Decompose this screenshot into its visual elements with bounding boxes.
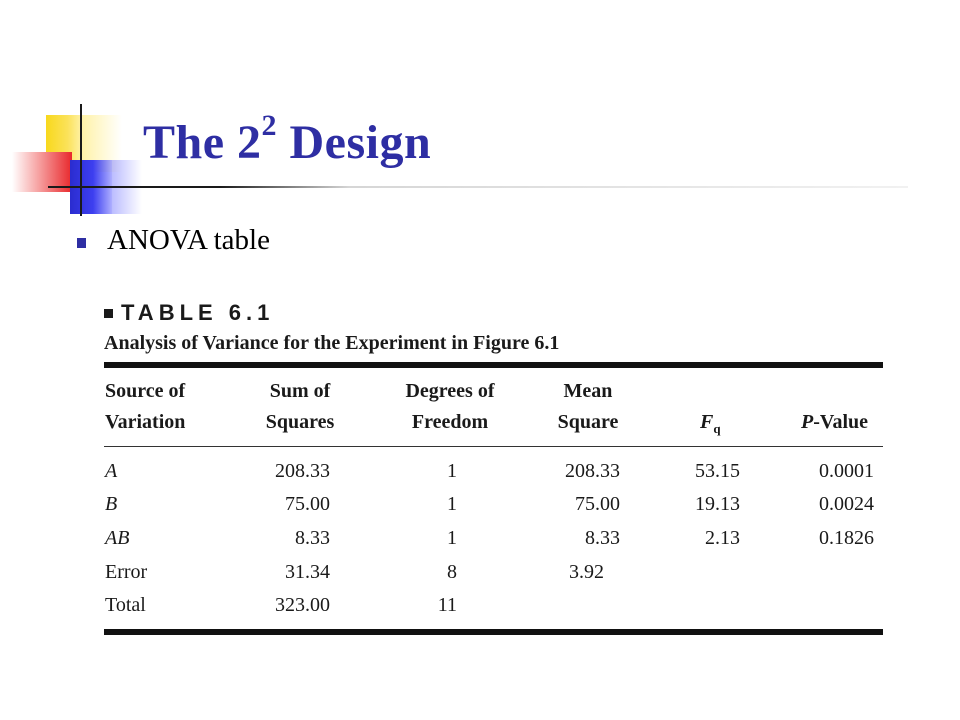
header-ms-line2: Square [557, 411, 619, 433]
cell-ms: 75.00 [575, 493, 620, 515]
slide-title [143, 109, 432, 170]
table-label-text: TABLE 6.1 [121, 300, 275, 325]
table-label [104, 300, 274, 326]
cell-ms: 208.33 [565, 460, 620, 482]
title-underline [48, 186, 908, 188]
table-caption: Analysis of Variance for the Experiment in Figure 6.1 [104, 332, 560, 354]
table-top-rule [104, 362, 883, 368]
cell-df: 1 [447, 460, 457, 482]
header-df-line2: Freedom [411, 411, 489, 433]
cell-f: 53.15 [695, 460, 740, 482]
header-ss [250, 376, 350, 438]
cell-df: 1 [447, 493, 457, 515]
header-ss-line1: Sum of [269, 380, 331, 402]
table-header-rule [104, 446, 883, 447]
header-source-line2: Variation [105, 411, 186, 433]
bullet-square-icon [77, 238, 86, 248]
header-p [801, 407, 868, 438]
cell-source: Error [105, 561, 148, 583]
cell-source: B [105, 493, 118, 515]
header-f-letter: F [700, 411, 714, 433]
header-ss-line2: Squares [265, 411, 335, 433]
header-df-line1: Degrees of [405, 380, 495, 402]
cell-p: 0.1826 [819, 527, 874, 549]
cell-p: 0.0001 [819, 460, 874, 482]
cell-df: 1 [447, 527, 457, 549]
cell-source: A [105, 460, 118, 482]
header-p-rest: -Value [813, 411, 869, 433]
cell-p: 0.0024 [819, 493, 874, 515]
cell-ss: 208.33 [275, 460, 330, 482]
header-source [105, 376, 185, 438]
cell-f: 2.13 [705, 527, 740, 549]
header-f [700, 407, 721, 444]
cell-ss: 8.33 [295, 527, 330, 549]
header-f-sub: q [713, 421, 721, 436]
ornament-vertical-line [80, 104, 82, 216]
cell-df: 11 [437, 594, 457, 616]
header-p-letter: P [801, 411, 814, 433]
cell-df: 8 [447, 561, 457, 583]
title-superscript: 2 [261, 109, 278, 142]
title-main: The 2 [143, 116, 262, 169]
cell-f: 19.13 [695, 493, 740, 515]
cell-ss: 75.00 [285, 493, 330, 515]
cell-ms: 8.33 [585, 527, 620, 549]
cell-ss: 31.34 [285, 561, 330, 583]
title-rest: Design [277, 116, 432, 169]
cell-ms: 3.92 [569, 561, 604, 583]
table-label-square-icon [104, 309, 113, 318]
header-ms-line1: Mean [563, 380, 613, 402]
table-bottom-rule [104, 629, 883, 635]
header-ms [538, 376, 638, 438]
header-source-line1: Source of [105, 380, 186, 402]
bullet-text: ANOVA table [107, 224, 270, 256]
header-df [385, 376, 515, 438]
cell-source: AB [105, 527, 130, 549]
cell-ss: 323.00 [275, 594, 330, 616]
cell-source: Total [105, 594, 146, 616]
